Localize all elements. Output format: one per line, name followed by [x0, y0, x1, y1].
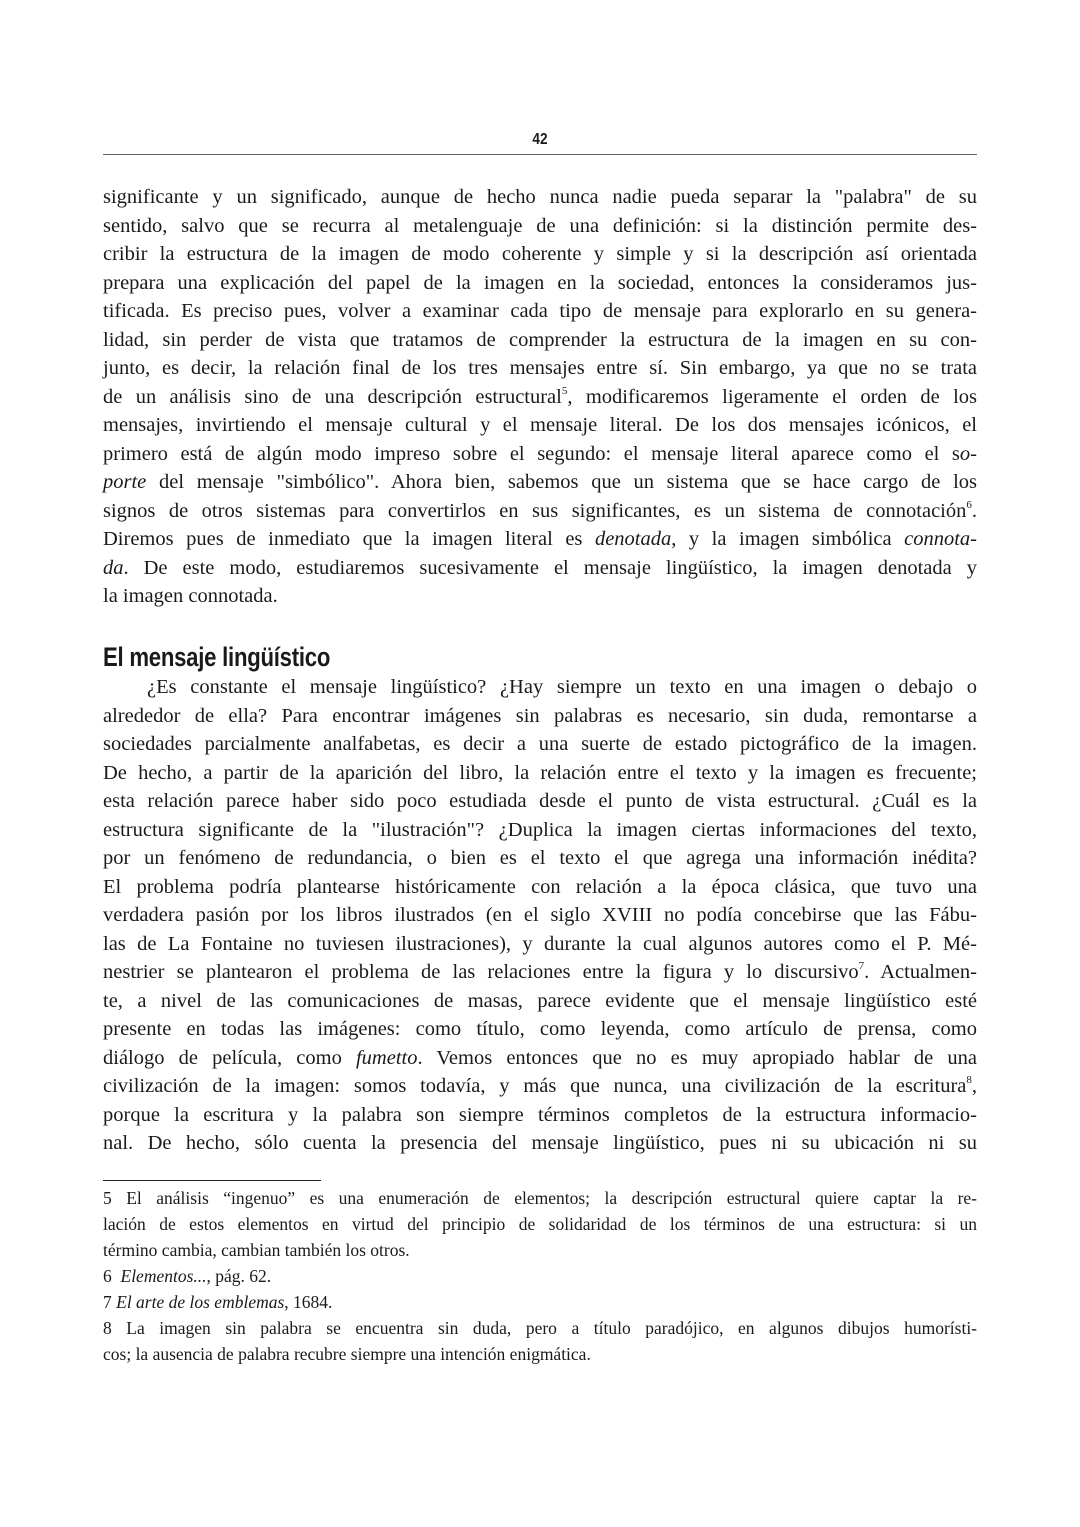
- footnote-ref-8[interactable]: 8: [966, 1074, 972, 1086]
- text-line: las de La Fontaine no tuviesen ilustraciones), y durante la cual algunos autores como el P. Mé-: [103, 932, 977, 955]
- text-line: estructura significante de la "ilustración"? ¿Duplica la imagen ciertas informaciones del texto,: [103, 818, 977, 841]
- footnotes: [103, 1185, 977, 1367]
- text-line: esta relación parece haber sido poco estudiada desde el punto de vista estructural. ¿Cuál es la: [103, 790, 977, 812]
- text-line: alrededor de ella? Para encontrar imágenes sin palabras es necesario, sin duda, remontarse a: [103, 704, 977, 727]
- footnote-8: 8 La imagen sin palabra se encuentra sin duda, pero a título paradójico, en algunos dibujos humorísti- cos; la ausencia de palabra recubre siempre una intención enigmática.: [103, 1318, 978, 1364]
- text-line: nal. De hecho, sólo cuenta la presencia del mensaje lingüístico, pues ni su ubicación ni su: [103, 1132, 977, 1154]
- text-line: diálogo de película, como fumetto. Vemos entonces que no es muy apropiado hablar de una: [103, 1046, 977, 1069]
- text-line: presente en todas las imágenes: como título, como leyenda, como artículo de prensa, como: [103, 1018, 977, 1040]
- text-line: signos de otros sistemas para convertirlos en sus significantes, es un sistema de connotación$^6$.: [103, 498, 977, 522]
- footnote-ref-5[interactable]: 5: [561, 384, 568, 397]
- footnote-6: 6 Elementos..., pág. 62.: [103, 1266, 272, 1286]
- text-line: verdadera pasión por los libros ilustrados (en el siglo XVIII no podía concebirse que las Fábu-: [103, 904, 977, 926]
- footnote-separator: [103, 1180, 321, 1181]
- text-line: porte del mensaje "simbólico". Ahora bien, sabemos que un sistema que se hace cargo de los: [103, 471, 977, 493]
- text-line: tificada. Es preciso pues, volver a examinar cada tipo de mensaje para explorarlo en su genera-: [103, 300, 977, 322]
- text-line: sociedades parcialmente analfabetas, es decir a una suerte de estado pictográfico de la imagen.: [103, 733, 977, 755]
- text-line: Diremos pues de inmediato que la imagen literal es denotada, y la imagen simbólica connota-: [103, 528, 977, 550]
- section-paragraph: [103, 673, 977, 1158]
- text-line: da. De este modo, estudiaremos sucesivamente el mensaje lingüístico, la imagen denotada y: [103, 556, 977, 579]
- footnote-number: 6: [103, 1266, 112, 1286]
- text-line: sentido, salvo que se recurra al metalenguaje de una definición: si la distinción permite des-: [103, 214, 977, 237]
- text-line: porque la escritura y la palabra son siempre términos completos de la estructura informacio-: [103, 1103, 977, 1126]
- text-line: de un análisis sino de una descripción estructural$^5$, modificaremos ligeramente el orden de los: [103, 384, 977, 408]
- footnote-7: 7 El arte de los emblemas, 1684.: [103, 1292, 333, 1312]
- footnote-number: 5: [103, 1188, 112, 1208]
- text-line: cribir la estructura de la imagen de modo coherente y simple y si la descripción así orientada: [103, 243, 977, 265]
- text-line: significante y un significado, aunque de hecho nunca nadie pueda separar la "palabra" de su: [103, 186, 977, 208]
- text-line: prepara una explicación del papel de la imagen en la sociedad, entonces la consideramos jus-: [103, 271, 977, 294]
- text-line: De hecho, a partir de la aparición del libro, la relación entre el texto y la imagen es frecuente;: [103, 761, 977, 784]
- text-line: mensajes, invirtiendo el mensaje cultural y el mensaje literal. De los dos mensajes icónicos, el: [103, 414, 977, 436]
- intro-paragraph: [103, 183, 977, 611]
- text-line: junto, es decir, la relación final de los tres mensajes entre sí. Sin embargo, ya que no se trata: [103, 357, 977, 379]
- text-line: nestrier se plantearon el problema de las relaciones entre la figura y lo discursivo$^7$. Actualmen-: [103, 960, 977, 983]
- footnote-number: 8: [103, 1318, 112, 1338]
- text-line: civilización de la imagen: somos todavía, y más que nunca, una civilización de la escritura$^8$,: [103, 1074, 977, 1097]
- footnote-number: 7: [103, 1292, 112, 1312]
- text-line: lidad, sin perder de vista que tratamos de comprender la estructura de la imagen en su con-: [103, 328, 977, 351]
- section-heading: El mensaje lingüístico: [103, 642, 331, 672]
- header-rule: [103, 154, 977, 155]
- text-line: la imagen connotada.: [103, 585, 278, 607]
- text-line: ¿Es constante el mensaje lingüístico? ¿Hay siempre un texto en una imagen o debajo o: [147, 676, 977, 698]
- page-number: 42: [532, 131, 548, 148]
- footnote-5: 5 El análisis “ingenuo” es una enumeración de elementos; la descripción estructural quiere captar la re- lación de estos elementos en virtud del principio de solidaridad de los términos de una estructura: si un término cambia, cambian también los otros.: [103, 1188, 978, 1260]
- text-line: El problema podría plantearse históricamente con relación a la época clásica, que tuvo una: [103, 875, 977, 898]
- footnote-ref-7[interactable]: 7: [858, 960, 865, 972]
- text-line: te, a nivel de las comunicaciones de masas, parece evidente que el mensaje lingüístico esté: [103, 989, 977, 1012]
- text-line: primero está de algún modo impreso sobre el segundo: el mensaje literal aparece como el so-: [103, 442, 977, 465]
- footnote-ref-6[interactable]: 6: [966, 498, 972, 511]
- text-line: por un fenómeno de redundancia, o bien es el texto el que agrega una información inédita?: [103, 847, 977, 869]
